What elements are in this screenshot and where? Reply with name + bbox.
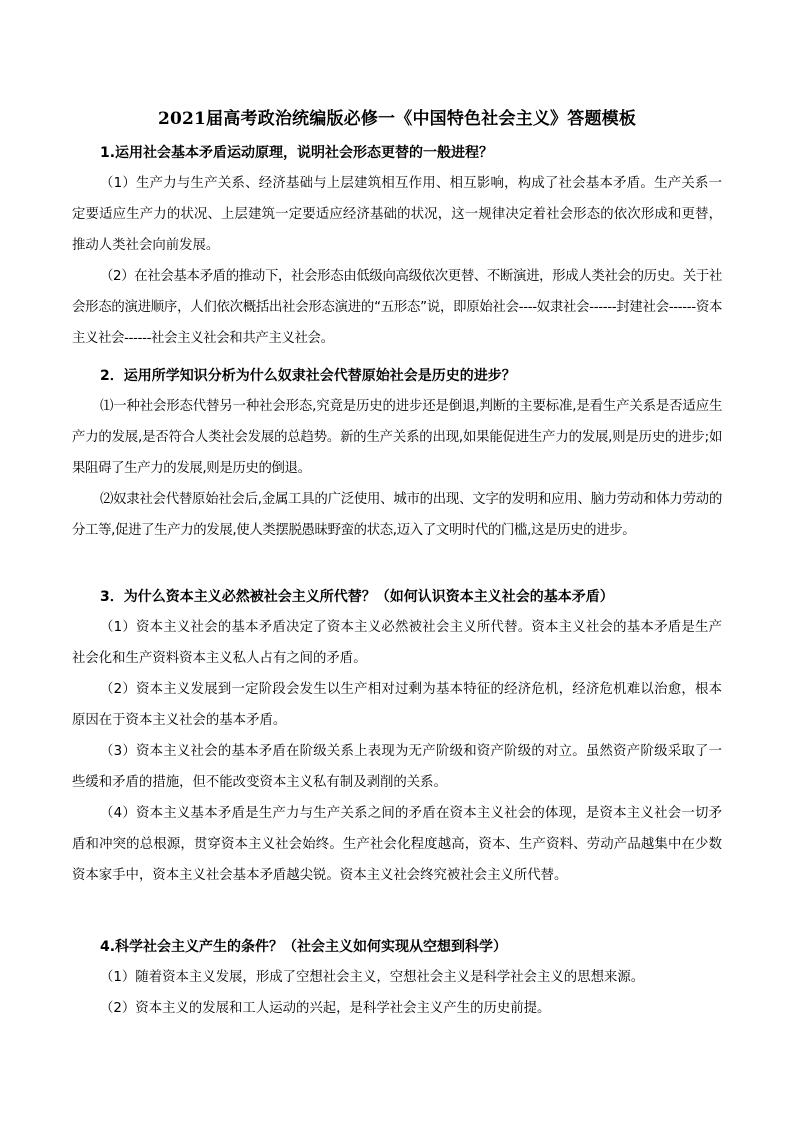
section-3-paragraph-4: （4）资本主义基本矛盾是生产力与生产关系之间的矛盾在资本主义社会的体现，是资本主义社会一切矛盾和冲突的总根源，贯穿资本主义社会始终。生产社会化程度越高，资本、生产资料、劳动产品越集中在少数资本家手中，资本主义社会基本矛盾越尖锐。资本主义社会终究被社会主义所代替。 xyxy=(72,806,722,883)
section-3-paragraph-2: （2）资本主义发展到一定阶段会发生以生产相对过剩为基本特征的经济危机，经济危机难以治愈，根本原因在于资本主义社会的基本矛盾。 xyxy=(72,682,722,728)
section-4-paragraph-1: （1）随着资本主义发展，形成了空想社会主义，空想社会主义是科学社会主义的思想来源。 xyxy=(100,970,645,985)
section-1-paragraph-1: （1）生产力与生产关系、经济基础与上层建筑相互作用、相互影响，构成了社会基本矛盾。生产关系一定要适应生产力的状况、上层建筑一定要适应经济基础的状况，这一规律决定着社会形态的依次形成和更替，推动人类社会向前发展。 xyxy=(72,176,722,253)
section-3-paragraph-1: （1）资本主义社会的基本矛盾决定了资本主义必然被社会主义所代替。资本主义社会的基本矛盾是生产社会化和生产资料资本主义私人占有之间的矛盾。 xyxy=(72,620,722,666)
section-4-paragraph-2: （2）资本主义的发展和工人运动的兴起，是科学社会主义产生的历史前提。 xyxy=(100,1001,551,1016)
section-2 xyxy=(72,361,722,546)
section-1-question: 1.运用社会基本矛盾运动原理，说明社会形态更替的一般进程？ xyxy=(100,145,494,161)
section-3-question: 3．为什么资本主义必然被社会主义所代替？（如何认识资本主义社会的基本矛盾） xyxy=(100,589,614,605)
section-1 xyxy=(72,138,722,354)
section-2-question: 2．运用所学知识分析为什么奴隶社会代替原始社会是历史的进步？ xyxy=(100,368,516,384)
section-2-paragraph-1: ⑴一种社会形态代替另一种社会形态,究竟是历史的进步还是倒退,判断的主要标准,是看生产关系是否适应生产力的发展,是否符合人类社会发展的总趋势。新的生产关系的出现,如果能促进生产力的发展,则是历史的进步;如果阻碍了生产力的发展,则是历史的倒退。 xyxy=(72,399,722,476)
section-4 xyxy=(72,932,722,1024)
section-3 xyxy=(72,582,722,891)
section-2-paragraph-2: ⑵奴隶社会代替原始社会后,金属工具的广泛使用、城市的出现、文字的发明和应用、脑力劳动和体力劳动的分工等,促进了生产力的发展,使人类摆脱愚昧野蛮的状态,迈入了文明时代的门槛,这是历史的进步。 xyxy=(72,492,722,538)
section-1-paragraph-2: （2）在社会基本矛盾的推动下，社会形态由低级向高级依次更替、不断演进，形成人类社会的历史。关于社会形态的演进顺序，人们依次概括出社会形态演进的“五形态”说，即原始社会----奴隶社会------封建社会------资本主义社会------社会主义社会和共产主义社会。 xyxy=(72,269,722,346)
section-4-question: 4.科学社会主义产生的条件？（社会主义如何实现从空想到科学） xyxy=(100,939,508,955)
document-title: 2021届高考政治统编版必修一《中国特色社会主义》答题模板 xyxy=(157,109,637,129)
section-3-paragraph-3: （3）资本主义社会的基本矛盾在阶级关系上表现为无产阶级和资产阶级的对立。虽然资产阶级采取了一些缓和矛盾的措施，但不能改变资本主义私有制及剥削的关系。 xyxy=(72,744,722,790)
